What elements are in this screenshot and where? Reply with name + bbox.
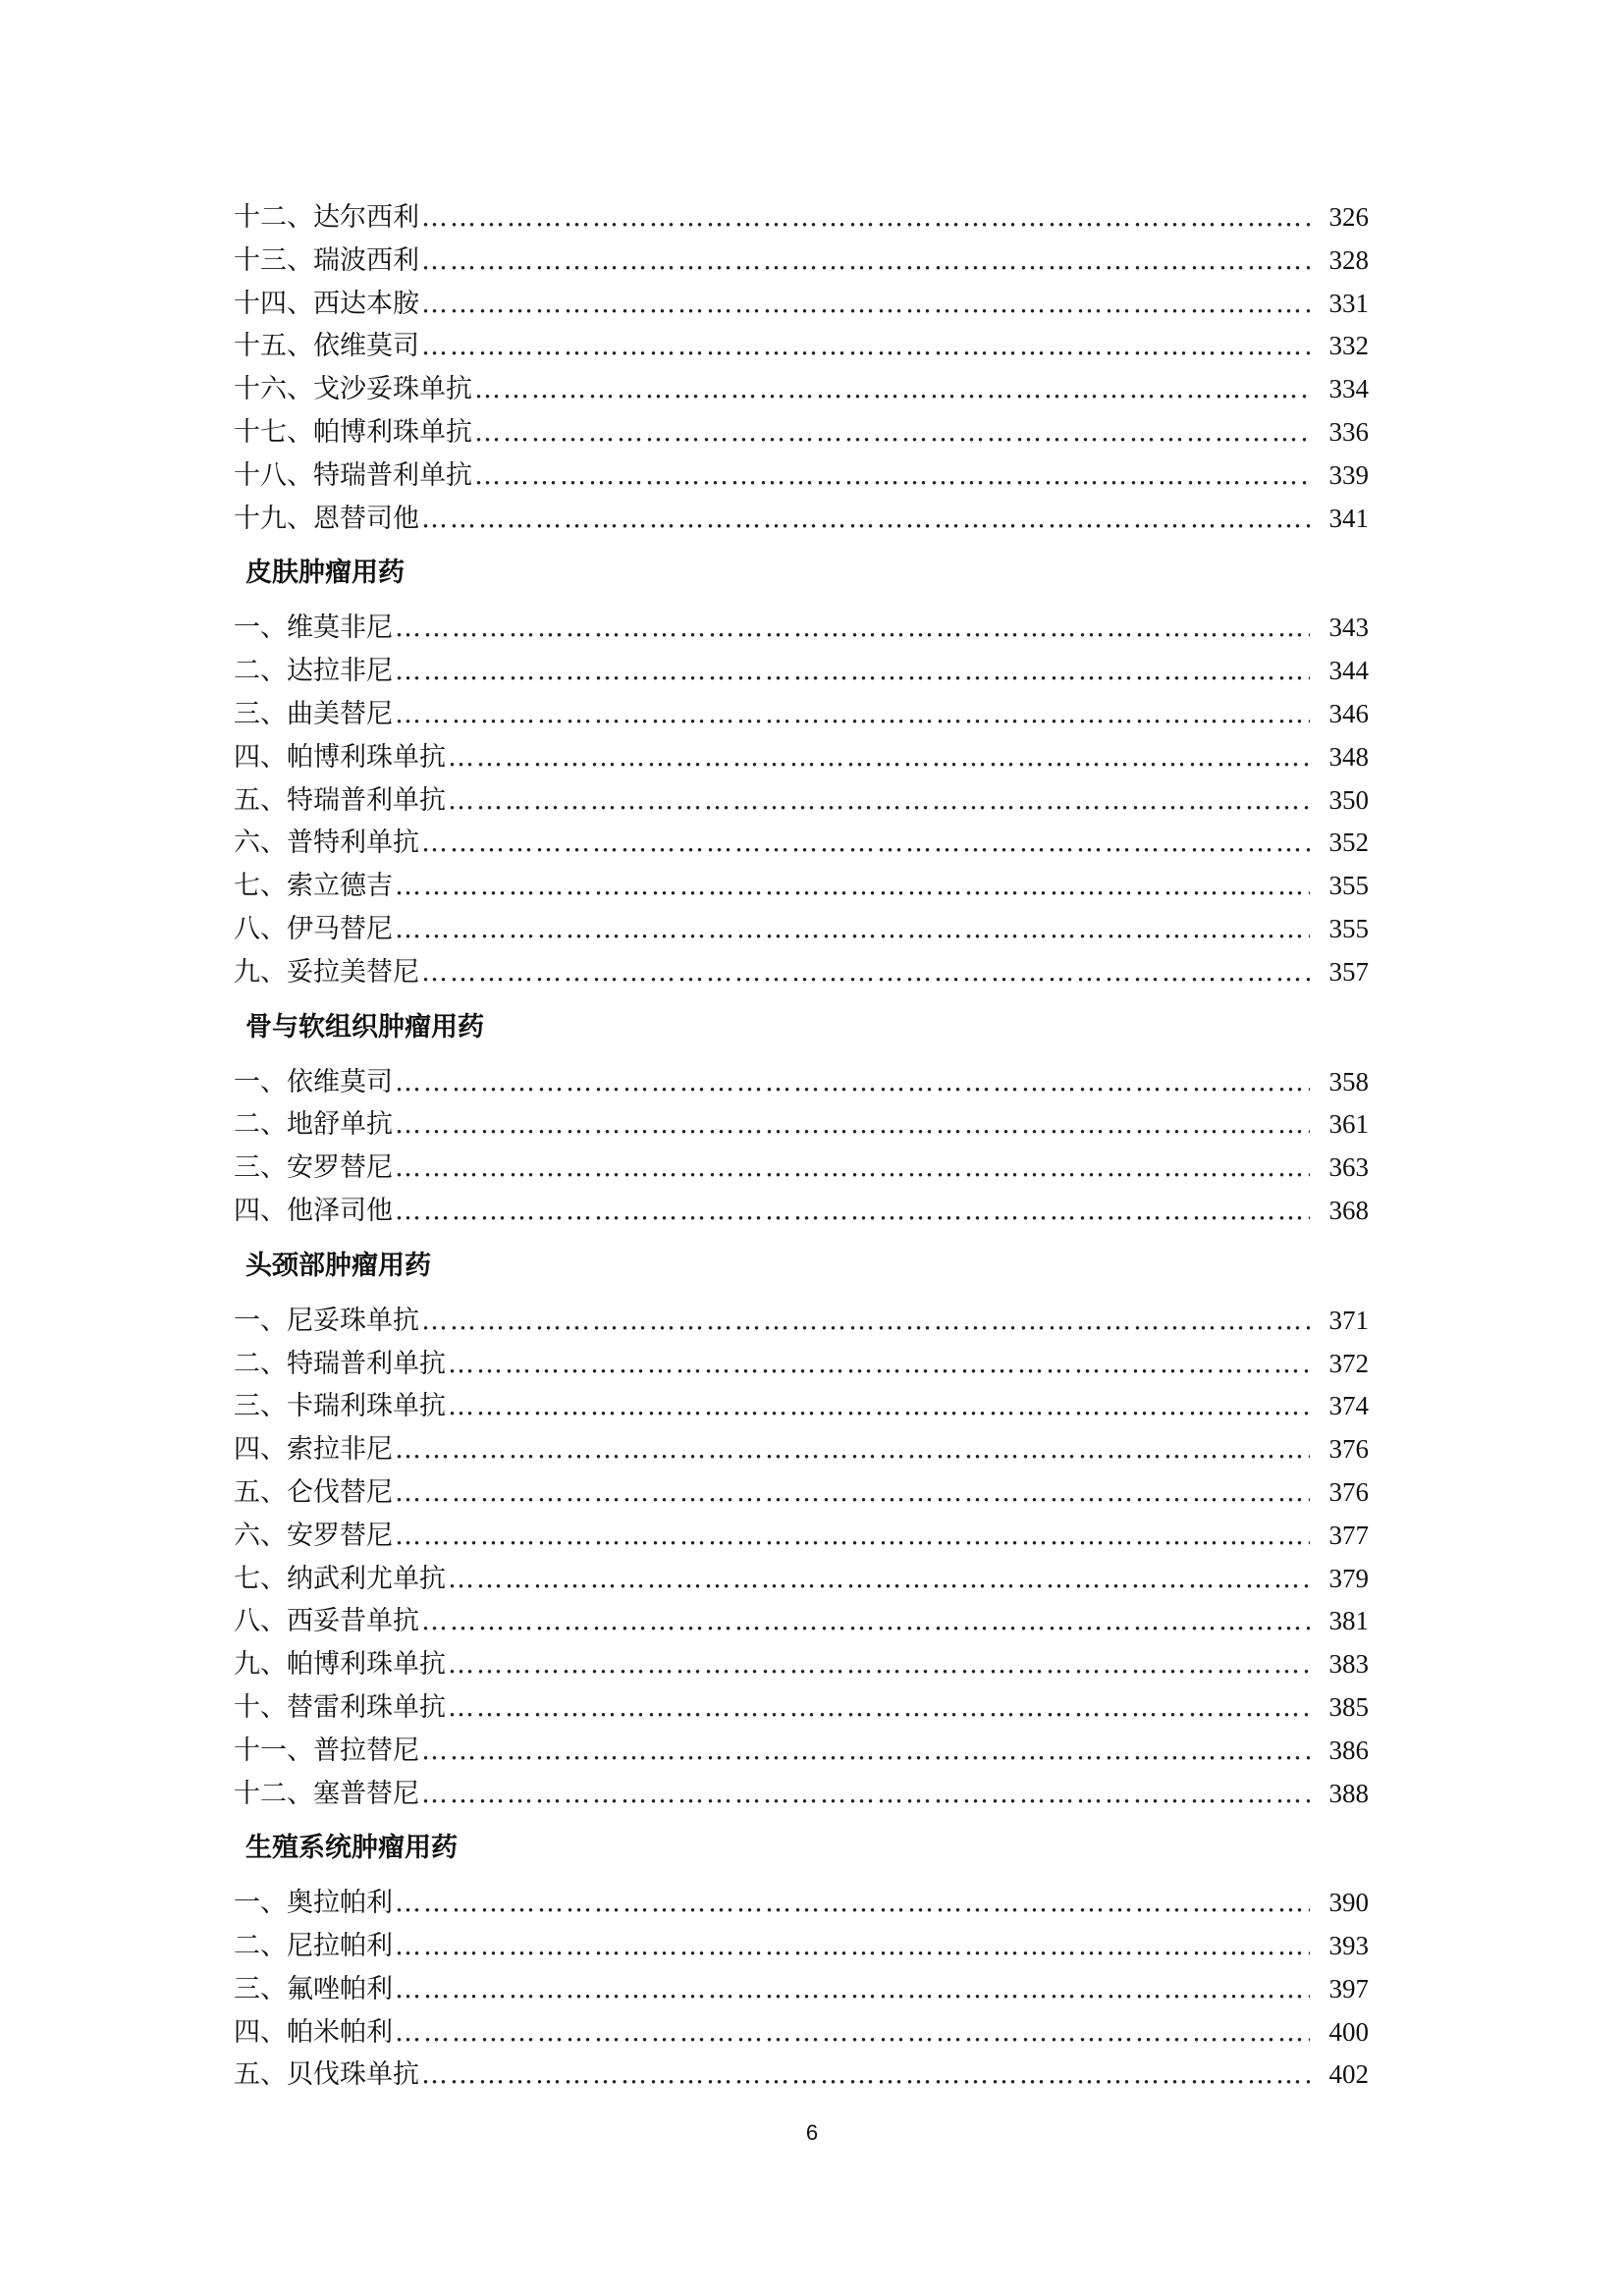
toc-entry[interactable] xyxy=(234,240,1369,283)
toc-entry-page-number: 376 xyxy=(1328,1434,1369,1465)
toc-entry-page-number: 331 xyxy=(1328,288,1369,318)
dot-leader xyxy=(395,908,1310,951)
dot-leader xyxy=(421,1300,1310,1343)
toc-entry[interactable] xyxy=(234,607,1369,650)
toc-entry[interactable] xyxy=(234,1730,1369,1773)
toc-entry-page-number: 402 xyxy=(1328,2059,1369,2090)
dot-leader xyxy=(448,1643,1310,1686)
toc-entry-title: 十八、特瑞普利单抗 xyxy=(234,459,472,491)
dot-leader xyxy=(395,650,1310,693)
dot-leader xyxy=(474,411,1310,454)
dot-leader xyxy=(474,368,1310,411)
toc-entry-title: 九、帕博利珠单抗 xyxy=(234,1649,446,1681)
toc-entry-title: 十三、瑞波西利 xyxy=(234,244,419,276)
dot-leader xyxy=(421,1600,1310,1643)
toc-entry[interactable] xyxy=(234,736,1369,779)
toc-entry[interactable] xyxy=(234,908,1369,951)
toc-entry-page-number: 339 xyxy=(1328,459,1369,490)
table-of-contents xyxy=(234,196,1369,2097)
dot-leader xyxy=(474,454,1310,498)
toc-entry-page-number: 376 xyxy=(1328,1476,1369,1507)
toc-entry-page-number: 343 xyxy=(1328,613,1369,643)
toc-entry-page-number: 371 xyxy=(1328,1305,1369,1335)
toc-entry-page-number: 368 xyxy=(1328,1195,1369,1225)
toc-entry[interactable] xyxy=(234,779,1369,823)
toc-entry-page-number: 374 xyxy=(1328,1391,1369,1421)
dot-leader xyxy=(448,736,1310,779)
toc-entry-title: 七、索立德吉 xyxy=(234,871,393,902)
toc-entry-title: 三、安罗替尼 xyxy=(234,1152,393,1184)
toc-entry-page-number: 397 xyxy=(1328,1973,1369,2003)
toc-entry-title: 四、帕博利珠单抗 xyxy=(234,741,446,773)
toc-entry[interactable] xyxy=(234,1061,1369,1104)
toc-entry-page-number: 386 xyxy=(1328,1735,1369,1765)
toc-entry-title: 九、妥拉美替尼 xyxy=(234,956,419,988)
dot-leader xyxy=(421,240,1310,283)
section-heading: 生殖系统肿瘤用药 xyxy=(245,1833,458,1864)
toc-entry-page-number: 328 xyxy=(1328,244,1369,275)
toc-entry-title: 五、特瑞普利单抗 xyxy=(234,784,446,816)
toc-entry-page-number: 363 xyxy=(1328,1152,1369,1183)
toc-entry-title: 四、他泽司他 xyxy=(234,1195,393,1226)
toc-entry-title: 二、尼拉帕利 xyxy=(234,1931,393,1962)
dot-leader xyxy=(395,1471,1310,1515)
dot-leader xyxy=(421,822,1310,865)
toc-entry-title: 八、伊马替尼 xyxy=(234,913,393,944)
toc-entry-page-number: 383 xyxy=(1328,1649,1369,1680)
toc-entry-title: 五、贝伐珠单抗 xyxy=(234,2059,419,2091)
toc-entry-page-number: 344 xyxy=(1328,656,1369,686)
toc-entry[interactable] xyxy=(234,454,1369,498)
dot-leader xyxy=(448,1385,1310,1428)
toc-entry-title: 三、卡瑞利珠单抗 xyxy=(234,1391,446,1422)
toc-entry[interactable] xyxy=(234,411,1369,454)
toc-entry[interactable] xyxy=(234,2054,1369,2097)
toc-entry-page-number: 336 xyxy=(1328,416,1369,447)
toc-entry-page-number: 341 xyxy=(1328,503,1369,533)
toc-entry-title: 十五、依维莫司 xyxy=(234,331,419,362)
toc-entry-title: 一、依维莫司 xyxy=(234,1066,393,1097)
toc-entry-title: 七、纳武利尤单抗 xyxy=(234,1563,446,1594)
dot-leader xyxy=(395,1190,1310,1233)
toc-entry-title: 二、地舒单抗 xyxy=(234,1109,393,1141)
toc-entry-page-number: 334 xyxy=(1328,374,1369,404)
dot-leader xyxy=(395,1428,1310,1471)
toc-entry[interactable] xyxy=(234,1471,1369,1515)
section-heading: 骨与软组织肿瘤用药 xyxy=(245,1011,484,1042)
toc-entry-title: 十一、普拉替尼 xyxy=(234,1735,419,1766)
toc-entry[interactable] xyxy=(234,1773,1369,1816)
dot-leader xyxy=(421,1730,1310,1773)
dot-leader xyxy=(421,283,1310,326)
dot-leader xyxy=(421,2054,1310,2097)
toc-entry-title: 五、仑伐替尼 xyxy=(234,1476,393,1508)
toc-entry-page-number: 385 xyxy=(1328,1691,1369,1722)
dot-leader xyxy=(395,607,1310,650)
dot-leader xyxy=(421,325,1310,368)
section-heading: 皮肤肿瘤用药 xyxy=(245,558,405,589)
toc-entry-title: 十二、塞普替尼 xyxy=(234,1778,419,1809)
dot-leader xyxy=(395,1147,1310,1190)
toc-entry[interactable] xyxy=(234,1147,1369,1190)
toc-entry[interactable] xyxy=(234,1600,1369,1643)
toc-entry[interactable] xyxy=(234,1882,1369,1925)
toc-entry-title: 二、达拉非尼 xyxy=(234,656,393,687)
toc-entry-title: 十四、西达本胺 xyxy=(234,288,419,319)
toc-entry-page-number: 346 xyxy=(1328,698,1369,728)
toc-entry-page-number: 400 xyxy=(1328,2016,1369,2047)
toc-entry-page-number: 393 xyxy=(1328,1931,1369,1961)
toc-entry-page-number: 357 xyxy=(1328,956,1369,987)
toc-entry[interactable] xyxy=(234,822,1369,865)
toc-entry-page-number: 358 xyxy=(1328,1066,1369,1096)
toc-entry-page-number: 381 xyxy=(1328,1606,1369,1636)
toc-entry[interactable] xyxy=(234,498,1369,541)
dot-leader xyxy=(395,2011,1310,2055)
toc-entry-page-number: 332 xyxy=(1328,331,1369,361)
dot-leader xyxy=(395,693,1310,736)
dot-leader xyxy=(395,1515,1310,1558)
section-heading: 头颈部肿瘤用药 xyxy=(245,1250,431,1281)
toc-entry[interactable] xyxy=(234,1428,1369,1471)
toc-entry-title: 十七、帕博利珠单抗 xyxy=(234,416,472,448)
toc-entry[interactable] xyxy=(234,1643,1369,1686)
toc-entry[interactable] xyxy=(234,2011,1369,2055)
toc-entry-page-number: 352 xyxy=(1328,828,1369,858)
toc-entry[interactable] xyxy=(234,283,1369,326)
toc-entry-page-number: 361 xyxy=(1328,1109,1369,1140)
toc-entry-title: 一、尼妥珠单抗 xyxy=(234,1305,419,1336)
toc-entry-page-number: 388 xyxy=(1328,1778,1369,1808)
dot-leader xyxy=(395,1061,1310,1104)
dot-leader xyxy=(448,779,1310,823)
dot-leader xyxy=(421,951,1310,994)
toc-entry[interactable] xyxy=(234,1558,1369,1601)
dot-leader xyxy=(395,1968,1310,2011)
page-number: 6 xyxy=(805,2120,819,2145)
toc-entry-page-number: 379 xyxy=(1328,1563,1369,1593)
toc-entry-title: 三、氟唑帕利 xyxy=(234,1973,393,2004)
dot-leader xyxy=(448,1558,1310,1601)
toc-entry-title: 四、帕米帕利 xyxy=(234,2016,393,2048)
toc-entry[interactable] xyxy=(234,1385,1369,1428)
toc-entry-page-number: 377 xyxy=(1328,1520,1369,1550)
toc-entry[interactable] xyxy=(234,325,1369,368)
dot-leader xyxy=(421,1773,1310,1816)
toc-entry-page-number: 326 xyxy=(1328,202,1369,232)
toc-entry[interactable] xyxy=(234,1103,1369,1147)
toc-entry-title: 十九、恩替司他 xyxy=(234,503,419,534)
dot-leader xyxy=(395,1103,1310,1147)
toc-entry-title: 十、替雷利珠单抗 xyxy=(234,1691,446,1723)
toc-entry-title: 十六、戈沙妥珠单抗 xyxy=(234,374,472,405)
toc-entry[interactable] xyxy=(234,1515,1369,1558)
toc-entry[interactable] xyxy=(234,196,1369,240)
toc-entry-title: 三、曲美替尼 xyxy=(234,698,393,729)
toc-entry[interactable] xyxy=(234,1686,1369,1730)
toc-entry[interactable] xyxy=(234,1925,1369,1968)
toc-entry[interactable] xyxy=(234,693,1369,736)
dot-leader xyxy=(421,498,1310,541)
toc-entry-title: 十二、达尔西利 xyxy=(234,202,419,233)
toc-entry-page-number: 390 xyxy=(1328,1888,1369,1918)
toc-entry[interactable] xyxy=(234,951,1369,994)
toc-entry-page-number: 355 xyxy=(1328,913,1369,943)
dot-leader xyxy=(421,196,1310,240)
toc-entry[interactable] xyxy=(234,865,1369,908)
toc-entry-page-number: 372 xyxy=(1328,1348,1369,1378)
toc-entry[interactable] xyxy=(234,1343,1369,1386)
dot-leader xyxy=(395,1882,1310,1925)
toc-entry-title: 一、维莫非尼 xyxy=(234,613,393,644)
toc-entry[interactable] xyxy=(234,1300,1369,1343)
toc-entry[interactable] xyxy=(234,650,1369,693)
toc-entry-page-number: 348 xyxy=(1328,741,1369,772)
dot-leader xyxy=(448,1686,1310,1730)
toc-entry[interactable] xyxy=(234,368,1369,411)
dot-leader xyxy=(448,1343,1310,1386)
toc-entry-page-number: 355 xyxy=(1328,871,1369,901)
toc-entry-page-number: 350 xyxy=(1328,784,1369,815)
dot-leader xyxy=(395,1925,1310,1968)
toc-entry-title: 二、特瑞普利单抗 xyxy=(234,1348,446,1379)
toc-entry[interactable] xyxy=(234,1968,1369,2011)
toc-entry-title: 一、奥拉帕利 xyxy=(234,1888,393,1919)
toc-entry-title: 六、普特利单抗 xyxy=(234,828,419,859)
toc-entry-title: 八、西妥昔单抗 xyxy=(234,1606,419,1637)
dot-leader xyxy=(395,865,1310,908)
toc-entry-title: 四、索拉非尼 xyxy=(234,1434,393,1466)
toc-entry-title: 六、安罗替尼 xyxy=(234,1520,393,1551)
toc-entry[interactable] xyxy=(234,1190,1369,1233)
